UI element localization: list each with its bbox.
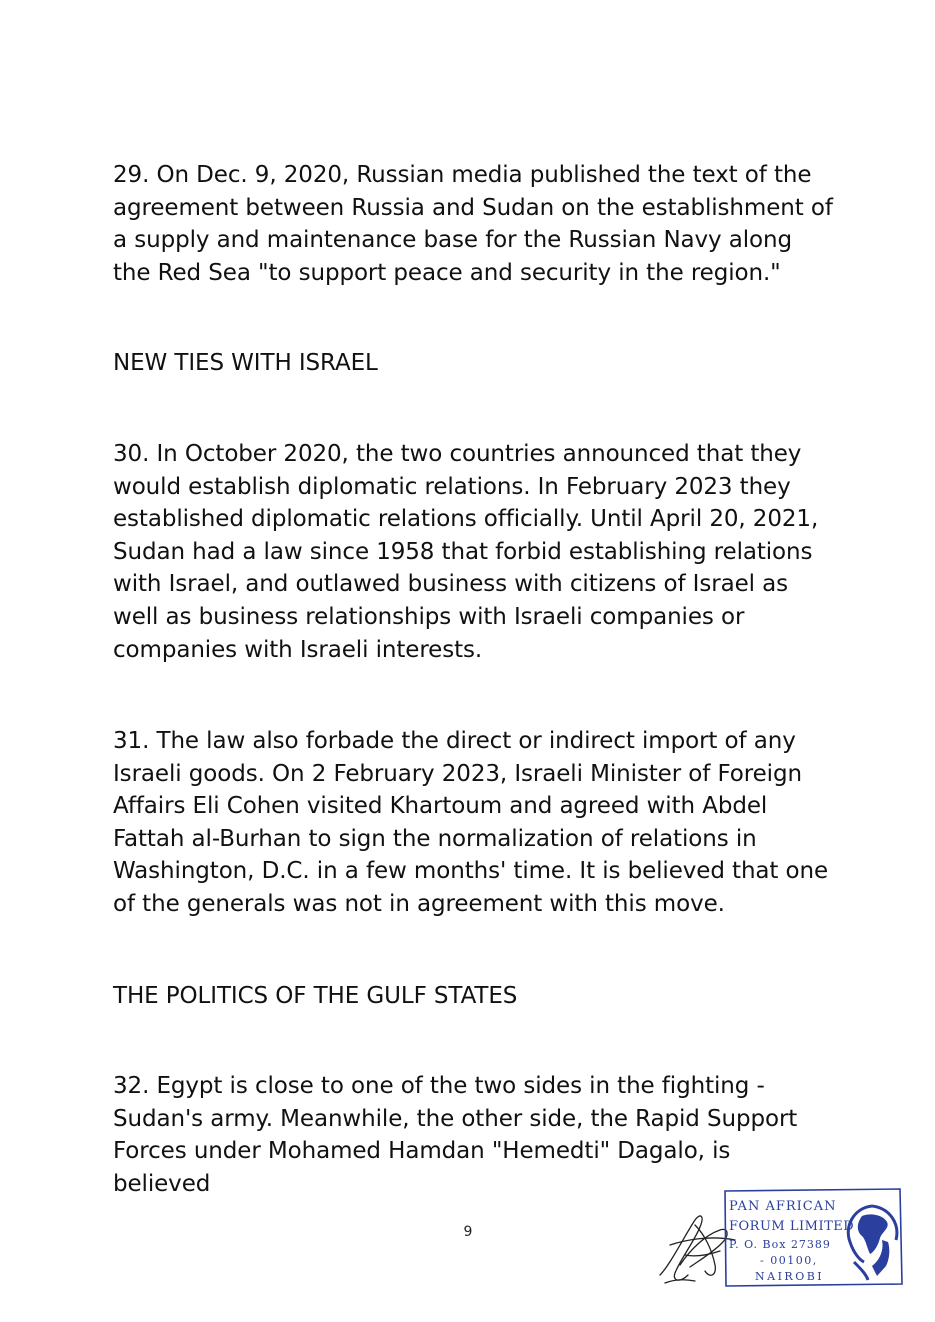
stamp-line-1: PAN AFRICAN [729, 1199, 837, 1214]
stamp-line-2: FORUM LIMITED [729, 1219, 855, 1234]
page-number: 9 [463, 1224, 473, 1240]
paragraph-32: 32. Egypt is close to one of the two sides in the fighting - Sudan's army. Meanwhile, the other side, the Rapid Support Forces under Mohamed Hamdan "Hemedti" Dagalo, is believed [113, 1073, 798, 1197]
stamp-line-4: - 00100, [760, 1254, 818, 1267]
paragraph-29: 29. On Dec. 9, 2020, Russian media published the text of the agreement between Russia and Sudan on the establishment of a supply and maintenance base for the Russian Navy along the Red Sea "to support peace and security in the region." [113, 162, 833, 286]
section-heading-gulf: THE POLITICS OF THE GULF STATES [113, 983, 518, 1009]
section-heading-israel: NEW TIES WITH ISRAEL [113, 350, 378, 376]
paragraph-31: 31. The law also forbade the direct or indirect import of any Israeli goods. On 2 February 2023, Israeli Minister of Foreign Affairs Eli Cohen visited Khartoum and agreed with Abdel Fattah al-Burhan to sign the normalization of relations in Washington, D.C. in a few months' time. It is believed that one of the generals was not in agreement with this move. [113, 728, 829, 917]
paragraph-30: 30. In October 2020, the two countries announced that they would establish diplomatic relations. In February 2023 they established diplomatic relations officially. Until April 20, 2021, Sudan had a law since 1958 that forbid establishing relations with Israel, and outlawed business with citizens of Israel as well as business relationships with Israeli companies or companies with Israeli interests. [113, 441, 819, 663]
stamp-line-3: P. O. Box 27389 [729, 1238, 831, 1251]
organization-stamp [722, 1188, 904, 1288]
africa-globe-icon [848, 1206, 897, 1280]
stamp-line-5: NAIROBI [755, 1270, 825, 1283]
